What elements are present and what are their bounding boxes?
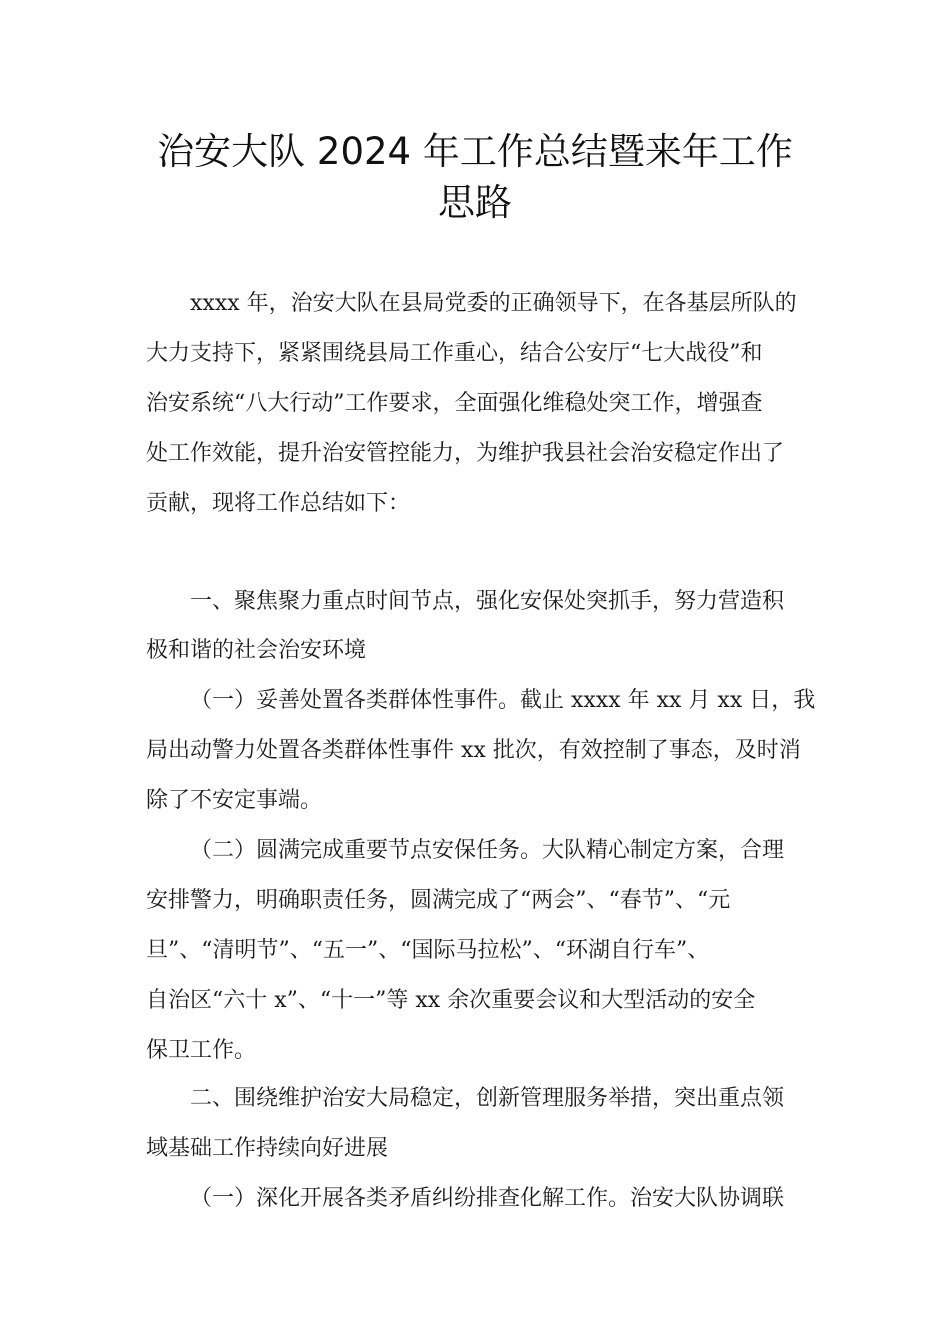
body-line: 贡献，现将工作总结如下： (146, 491, 411, 516)
body-line: 大力支持下，紧紧围绕县局工作重心，结合公安厅“七大战役”和 (146, 341, 763, 366)
body-line: 局出动警力处置各类群体性事件 xx 批次，有效控制了事态，及时消 (146, 738, 801, 763)
document-title-line-1: 治安大队 2024 年工作总结暨来年工作 (157, 130, 793, 173)
body-line: 旦”、“清明节”、“五一”、“国际马拉松”、“环湖自行车”、 (146, 938, 710, 963)
body-line: 处工作效能，提升治安管控能力，为维护我县社会治安稳定作出了 (146, 441, 785, 466)
body-line: 自治区“六十 x”、“十一”等 xx 余次重要会议和大型活动的安全 (146, 988, 756, 1013)
document-title-line-2: 思路 (438, 181, 512, 224)
body-line: （一）妥善处置各类群体性事件。截止 xxxx 年 xx 月 xx 日，我 (190, 688, 816, 713)
body-line: （一）深化开展各类矛盾纠纷排查化解工作。治安大队协调联 (190, 1186, 785, 1211)
body-line: 治安系统“八大行动”工作要求，全面强化维稳处突工作，增强查 (146, 391, 763, 416)
body-line: 保卫工作。 (146, 1038, 257, 1063)
body-line: xxxx 年，治安大队在县局党委的正确领导下，在各基层所队的 (190, 291, 797, 316)
section-heading: 一、聚焦聚力重点时间节点，强化安保处突抓手，努力营造积 (190, 589, 785, 614)
body-line: （二）圆满完成重要节点安保任务。大队精心制定方案，合理 (190, 838, 785, 863)
body-line: 除了不安定事端。 (146, 788, 323, 813)
section-heading: 极和谐的社会治安环境 (146, 638, 367, 663)
section-heading: 二、围绕维护治安大局稳定，创新管理服务举措，突出重点领 (190, 1086, 785, 1111)
section-heading: 域基础工作持续向好进展 (146, 1136, 389, 1161)
body-line: 安排警力，明确职责任务，圆满完成了“两会”、“春节”、“元 (146, 888, 731, 913)
